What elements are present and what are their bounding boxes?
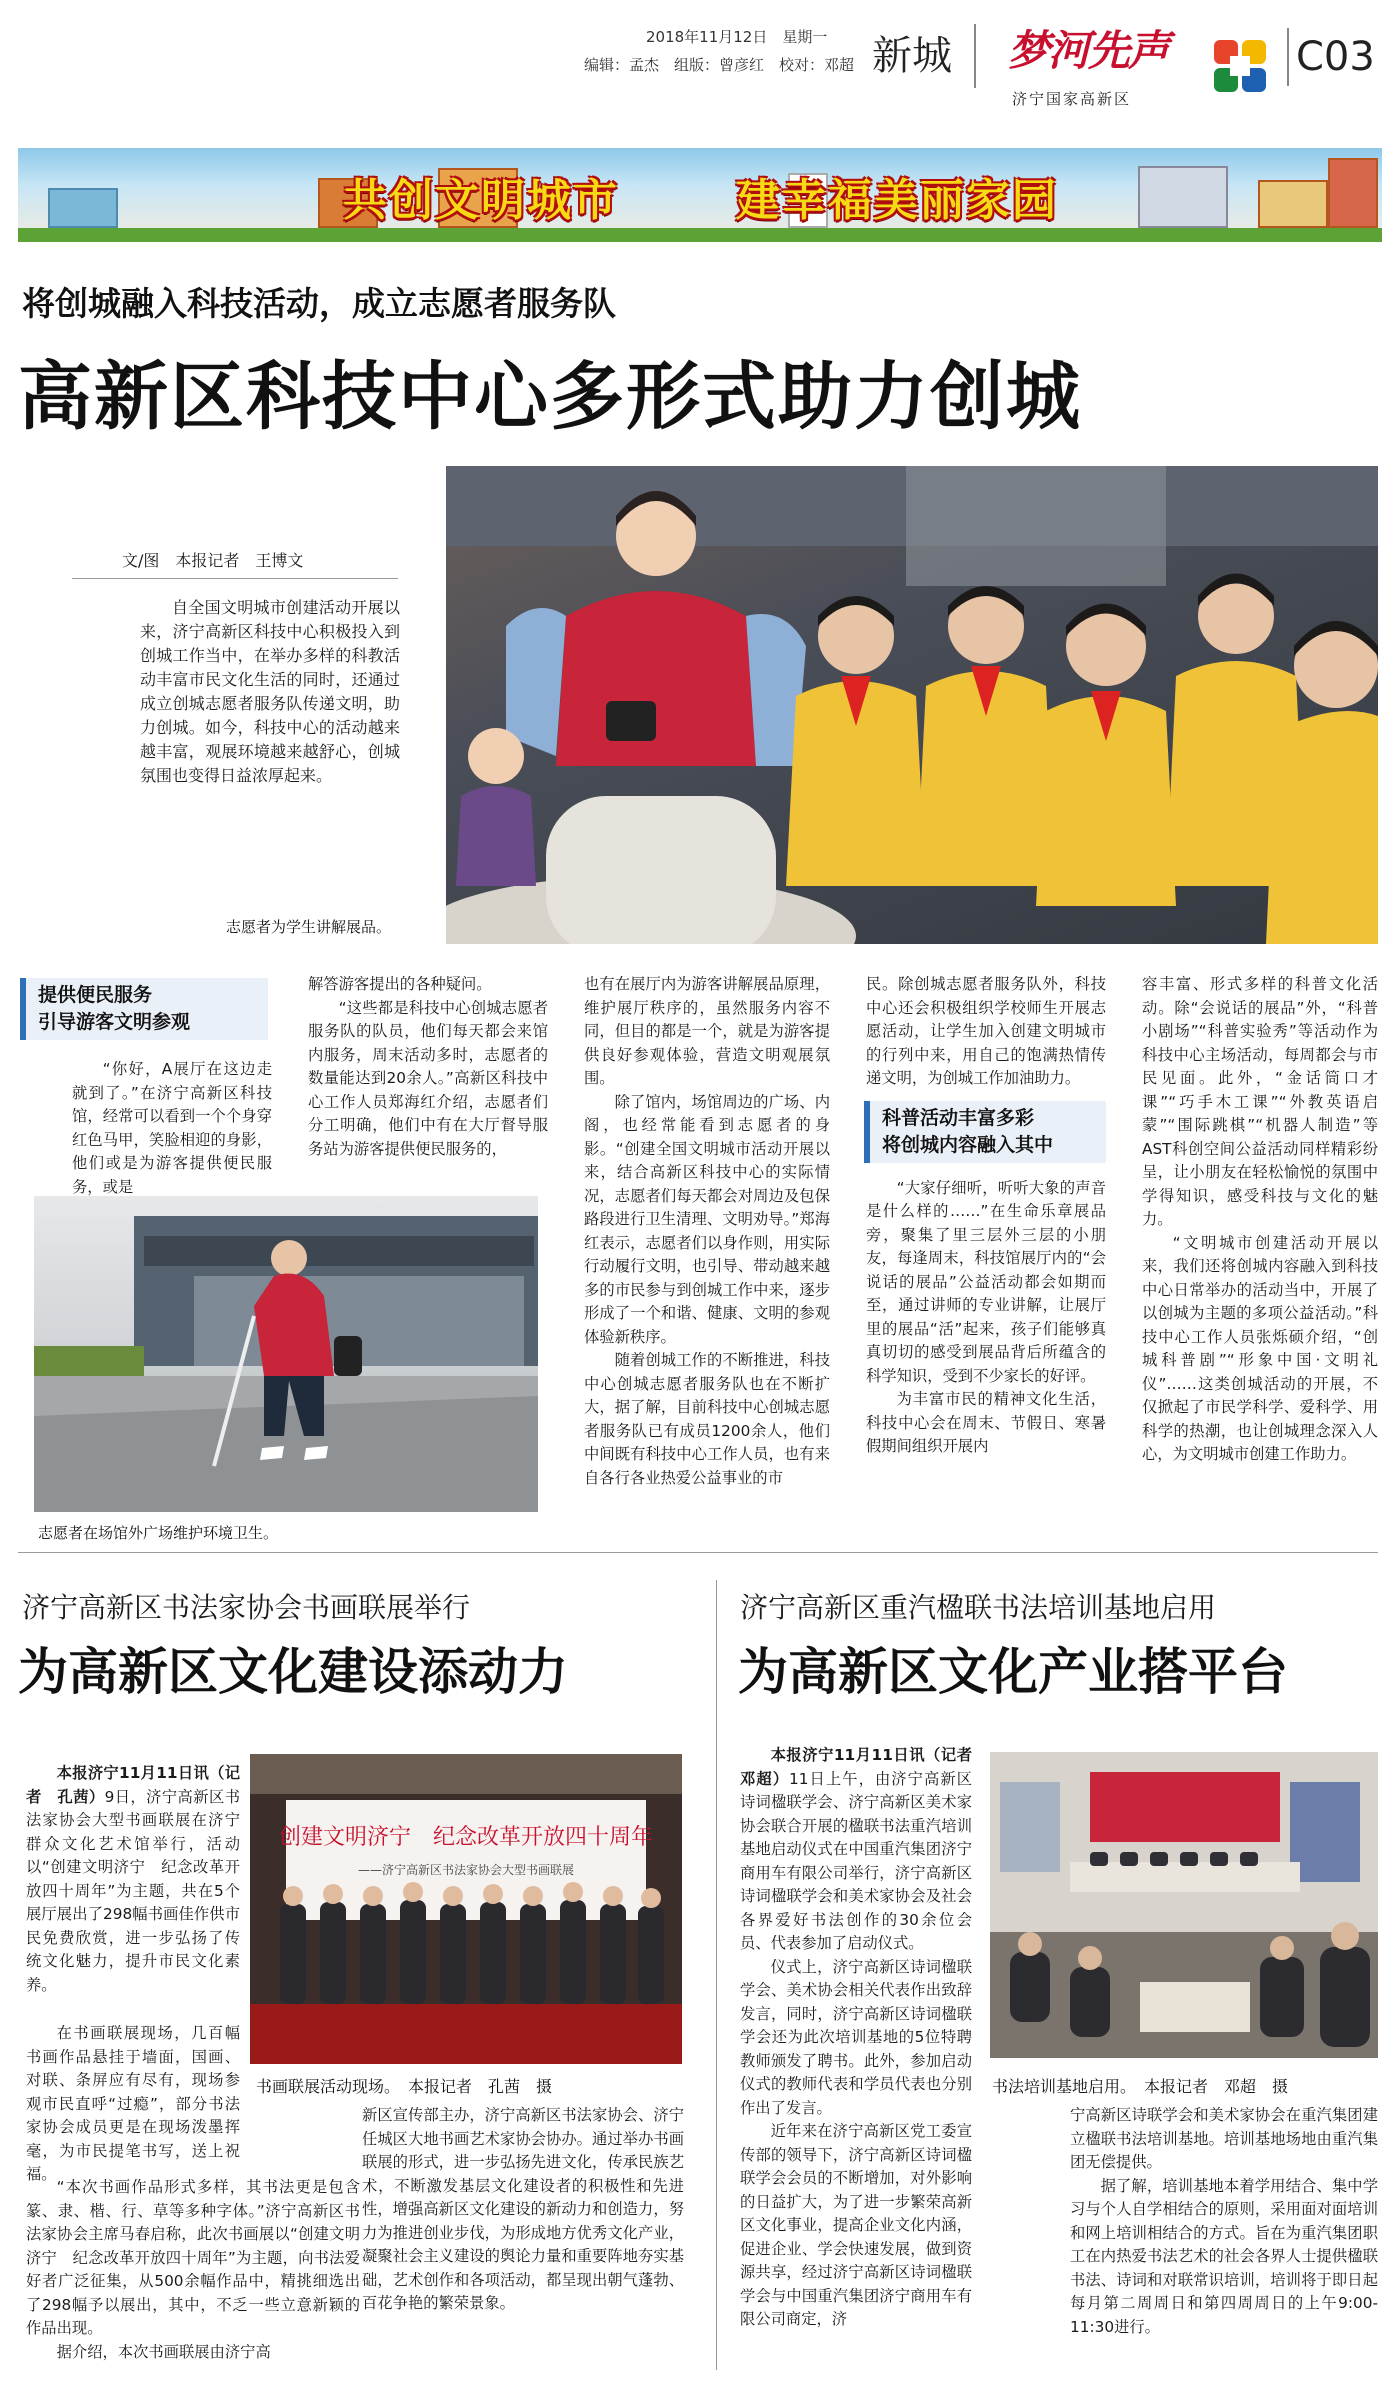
byline-rule — [72, 578, 398, 579]
brand-subtitle: 济宁国家高新区 — [1012, 90, 1132, 108]
main-col-1: “你好，A展厅在这边走就到了。”在济宁高新区科技馆，经常可以看到一个个身穿红色马甲，笑脸相迎的身影，他们或是为游客提供便民服务，或是 — [72, 1060, 272, 1196]
brand-logo: 梦河先声 — [1008, 26, 1169, 75]
subheading-2-line2: 将创城内容融入其中 — [882, 1133, 1054, 1156]
subheading-science — [864, 1101, 1106, 1163]
photo1-caption: 志愿者为学生讲解展品。 — [226, 918, 392, 936]
header-divider — [974, 24, 976, 88]
main-col-5: 容丰富、形式多样的科普文化活动。除“会说话的展品”外，“科普小剧场”“科普实验秀”等活动作为科技中心主场活动，每周都会与市民见面。此外，“金话筒口才课”“巧手木工课”“外教英语启蒙”“围际跳棋”“机器人制造”等AST科创空间公益活动同样精彩纷呈，让小朋友在轻松愉悦的氛围中学得知识，感受科技与文化的魅力。 “文明城市创建活动开展以来，我们还将创城内容融入到科技中心日常举办的活动当中，开展了以创城为主题的多项公益活动。”科技中心工作人员张烁硕介绍，“创城科普剧”“形象中国·文明礼仪”……这类创城活动的开展，不仅掀起了市民学科学、爱科学、用科学的热潮，也让创城理念深入人心，为文明城市创建工作助力。 — [1142, 975, 1378, 1463]
left-headline: 为高新区文化建设添动力 — [18, 1642, 568, 1701]
colorful-logo-icon — [1212, 38, 1268, 94]
left-col-2: 新区宣传部主办，济宁高新区书法家协会、济宁任城区大地书画艺术家协会协办。通过举办书画联展的形式，进一步弘扬先进文化，传承民族艺术，不断激发基层文化建设者的积极性和先进性，增强高新区文化建设的新动力和创造力，努力为推进创业步伐，为形成地方优秀文化产业，凝聚社会主义建设的舆论力量和重要阵地夯实基础，艺术创作和各项活动，都呈现出朝气蓬勃、百花争艳的繁荣景象。 — [362, 2106, 684, 2312]
photo-training-base — [990, 1752, 1378, 2058]
right-photo-caption: 书法培训基地启用。 本报记者 邓超 摄 — [992, 2077, 1289, 2096]
banner-slogan-1: 共创文明城市 — [343, 175, 619, 226]
subheading-convenience — [20, 978, 268, 1040]
left-dateline: 本报济宁11月11日讯（记者 孔茜） — [26, 1764, 240, 1806]
right-kicker: 济宁高新区重汽楹联书法培训基地启用 — [740, 1591, 1217, 1624]
page-divider — [1287, 28, 1289, 86]
subheading-1-line2: 引导游客文明参观 — [38, 1011, 191, 1033]
main-col-3: 也有在展厅内为游客讲解展品原理，维护展厅秩序的，虽然服务内容不同，但目的都是一个，就是为游客提供良好参观体验，营造文明观展氛围。 除了馆内，场馆周边的广场、内阁，也经常能看到志愿者的身影。“创建全国文明城市活动开展以来，结合高新区科技中心的实际情况，志愿者们每天都会对周边及包保路段进行卫生清理、文明劝导。”郑海红表示，志愿者们以身作则，用实际行动履行文明，也引导、带动越来越多的市民参与到创城工作中来，逐步形成了一个和谐、健康、文明的参观体验新秩序。 随着创城工作的不断推进，科技中心创城志愿者服务队也在不断扩大，据了解，目前科技中心创城志愿者服务队已有成员1200余人，他们中间既有科技中心工作人员，也有来自各行各业热爱公益事业的市 — [584, 975, 830, 1487]
left-photo-caption: 书画联展活动现场。 本报记者 孔茜 摄 — [256, 2077, 553, 2096]
right-headline: 为高新区文化产业搭平台 — [738, 1642, 1288, 1701]
photo-volunteer-explaining — [446, 466, 1378, 944]
photo-volunteer-cleaning — [34, 1196, 538, 1512]
photo2-caption: 志愿者在场馆外广场维护环境卫生。 — [38, 1524, 279, 1542]
exhibition-banner-text: 创建文明济宁 纪念改革开放四十周年 — [278, 1825, 654, 1850]
left-col-1c: “本次书画作品形式多样，其书法更是包含篆、隶、楷、行、草等多种字体。”济宁高新区书法家协会主席马春启称，此次书画展以“创建文明济宁 纪念改革开放四十周年”为主题，向书法爱好者广泛征集，从500余幅作品中，精挑细选出了298幅予以展出，其中，不乏一些立意新颖的作品出现。 据介绍，本次书画联展由济宁高 — [26, 2178, 360, 2361]
right-col-1: 本报济宁11月11日讯（记者 邓超）11日上午，由济宁高新区诗词楹联学会、济宁高新区美术家协会联合开展的楹联书法重汽培训基地启动仪式在中国重汽集团济宁商用车有限公司举行，济宁高新区诗词楹联学会和美术家协会及社会各界爱好书法创作的30余位会员、代表参加了启动仪式。 仪式上，济宁高新区诗词楹联学会、美术协会相关代表作出致辞发言，同时，济宁高新区诗词楹联学会还为此次培训基地的5位特聘教师颁发了聘书。此外，参加启动仪式的教师代表和学员代表也分别作出了发言。 近年来在济宁高新区党工委宣传部的领导下，济宁高新区诗词楹联学会会员的不断增加，对外影响的日益扩大，为了进一步繁荣高新区文化事业，提高企业文化内涵，促进企业、学会快速发展，做到资源共享，经过济宁高新区诗词楹联学会与中国重汽集团济宁商用车有限公司商定，济 — [740, 1746, 988, 2328]
header-date: 2018年11月12日 星期一 — [646, 28, 828, 46]
main-byline: 文/图 本报记者 王博文 — [122, 551, 304, 570]
right-dateline: 本报济宁11月11日讯（记者 邓超） — [740, 1746, 988, 1788]
photo-calligraphy-exhibition — [250, 1754, 682, 2064]
slogan-banner — [18, 148, 1382, 242]
section-name: 新城 — [872, 33, 952, 79]
left-col-1b: 在书画联展现场，几百幅书画作品悬挂于墙面，国画、对联、条屏应有尽有，现场参观市民直呼“过瘾”，部分书法家协会成员更是在现场泼墨挥毫，为市民提笔书写，送上祝福。 — [26, 2024, 240, 2183]
banner-slogan-2: 建幸福美丽家园 — [736, 175, 1058, 226]
header-staff: 编辑：孟杰 组版：曾彦红 校对：邓超 — [584, 56, 855, 74]
right-col-2: 宁高新区诗联学会和美术家协会在重汽集团建立楹联书法培训基地。培训基地场地由重汽集团无偿提供。 据了解，培训基地本着学用结合、集中学习与个人自学相结合的原则，采用面对面培训和网上培训相结合的方式。旨在为重汽集团职工在内热爱书法艺术的社会各界人士提供楹联书法、诗词和对联常识培训，培训将于即日起每月第二周周日和第四周周日的上午9:00-11:30进行。 — [1070, 2106, 1378, 2336]
main-col-4: 民。除创城志愿者服务队外，科技中心还会积极组织学校师生开展志愿活动，让学生加入创建文明城市的行列中来，用自己的饱满热情传递文明，为创城工作加油助力。 科普活动丰富多彩 将创城内容融入其中 “大家仔细听，听听大象的声音是什么样的……”在生命乐章展品旁，聚集了里三层外三层的小朋友，每逢周末，科技馆展厅内的“会说话的展品”公益活动都会如期而至，通过讲师的专业讲解，让展厅里的展品“活”起来，孩子们能够真真切切的感受到展品背后所蕴含的科学知识，受到不少家长的好评。 为丰富市民的精神文化生活，科技中心会在周末、节假日、寒暑假期间组织开展内 — [866, 975, 1106, 1455]
main-lead: 自全国文明城市创建活动开展以来，济宁高新区科技中心积极投入到创城工作当中，在举办多样的科教活动丰富市民文化生活的同时，还通过成立创城志愿者服务队传递文明，助力创城。如今，科技中心的活动越来越丰富，观展环境越来越舒心，创城氛围也变得日益浓厚起来。 — [140, 598, 400, 785]
subheading-1-line1: 提供便民服务 — [38, 984, 153, 1006]
page-number: C03 — [1296, 34, 1375, 80]
main-col-2: 解答游客提出的各种疑问。 “这些都是科技中心创城志愿者服务队的队员，他们每天都会来馆内服务，周末活动多时，志愿者的数量能达到20余人。”高新区科技中心工作人员郑海红介绍，志愿者们分工明确，他们中有在大厅督导服务站为游客提供便民服务的， — [308, 975, 548, 1158]
story-divider — [716, 1580, 717, 2370]
left-kicker: 济宁高新区书法家协会书画联展举行 — [22, 1591, 471, 1624]
main-headline: 高新区科技中心多形式助力创城 — [18, 354, 1082, 440]
exhibition-banner-sub: ——济宁高新区书法家协会大型书画联展 — [357, 1863, 575, 1877]
section-rule — [18, 1552, 1378, 1553]
main-kicker: 将创城融入科技活动，成立志愿者服务队 — [22, 284, 616, 323]
subheading-2-line1: 科普活动丰富多彩 — [882, 1106, 1035, 1129]
left-col-1: 本报济宁11月11日讯（记者 孔茜）9日，济宁高新区书法家协会大型书画联展在济宁群众文化艺术馆举行，活动以“创建文明济宁 纪念改革开放四十周年”为主题，共在5个展厅展出了298幅书画佳作供市民免费欣赏，进一步弘扬了传统文化魅力，提升市民文化素养。 — [26, 1764, 240, 1994]
